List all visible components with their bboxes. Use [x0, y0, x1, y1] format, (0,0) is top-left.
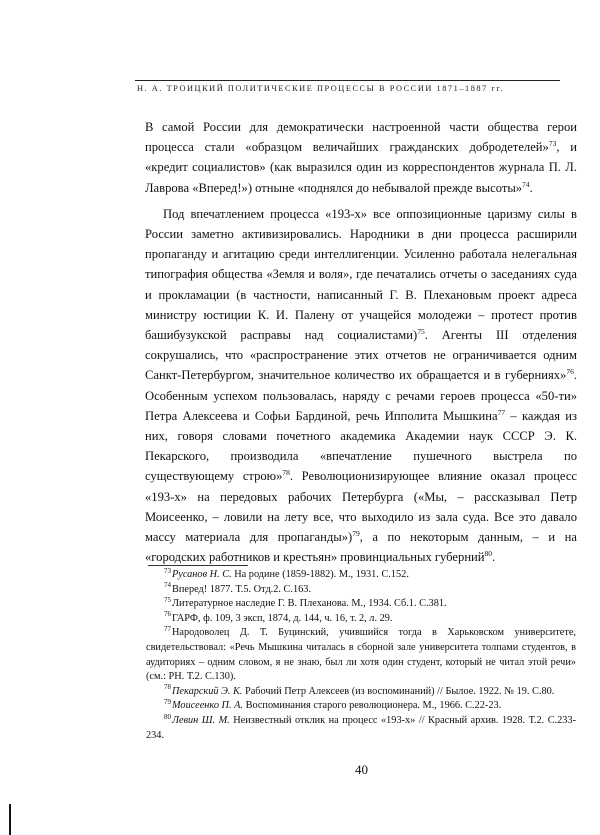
- header-rule: [135, 80, 560, 81]
- author-name: Русанов Н. С.: [172, 569, 232, 580]
- footnote-number: 76: [164, 610, 171, 619]
- footnote: [146, 626, 576, 684]
- text-run: . Агенты III отделения сокрушались, что «распространение этих отчетов не ограничивается одним Санкт-Петербургом, значительное количество их обращается и в губерниях»: [145, 328, 577, 383]
- footnote: [146, 699, 576, 714]
- author-name: Пекарский Э. К.: [172, 685, 243, 697]
- footnote-separator: [148, 565, 248, 566]
- footnote: [146, 714, 576, 743]
- text-run: .: [529, 180, 533, 195]
- footnote-reference: 76: [566, 367, 574, 377]
- text-run: , и «кредит социалистов» (как выразился один из корреспондентов журнала П. Л. Лаврова «Вперед!») отныне «поднялся до небывалой прежде высоты»: [145, 140, 577, 195]
- scan-edge-mark: [9, 804, 11, 835]
- text-run: На родине (1859-1882). М., 1931. С.152.: [231, 569, 409, 580]
- footnote: [146, 583, 576, 598]
- text-run: В самой России для демократически настроенной части общества герои процесса стали «образцом величайших гражданских добродетелей»: [145, 120, 577, 155]
- text-run: Народоволец Д. Т. Буцинский, учившийся тогда в Харьковском университете, свидетельствовал: «Речь Мышкина читалась в сборной зале университета толпами студентов, в аудиториях – одним словом, я не знаю, был ли хотя один студент, который не читал этой речи» (см.: РН. Т.2. С.130).: [146, 627, 576, 683]
- author-name: Левин Ш. М.: [172, 714, 230, 726]
- footnote-reference: 75: [417, 326, 425, 336]
- text-run: Воспоминания старого революционера. М., 1966. С.22-23.: [243, 700, 502, 712]
- text-run: Вперед! 1877. Т.5. Отд.2. С.163.: [172, 583, 312, 595]
- author-name: Моисеенко П. А.: [172, 700, 244, 712]
- page-number: 40: [355, 762, 368, 777]
- footnote-number: 75: [164, 595, 171, 604]
- footnote-reference: 78: [282, 468, 290, 478]
- footnote-reference: 74: [522, 179, 530, 189]
- footnote-number: 77: [164, 624, 171, 633]
- footnote-number: 79: [164, 697, 171, 706]
- footnote-reference: 73: [548, 139, 557, 149]
- footnote: [146, 568, 576, 583]
- text-run: Неизвестный отклик на процесс «193-х» // Красный архив. 1928. Т.2. С.233-234.: [146, 714, 577, 741]
- running-head: Н. А. ТРОИЦКИЙ ПОЛИТИЧЕСКИЕ ПРОЦЕССЫ В РОССИИ 1871–1887 гг.: [137, 84, 505, 93]
- footnote-reference: 79: [352, 528, 360, 538]
- text-run: Литературное наследие Г. В. Плеханова. М., 1934. Сб.1. С.381.: [172, 598, 447, 610]
- text-run: ГАРФ, ф. 109, 3 эксп, 1874, д. 144, ч. 16, т. 2, л. 29.: [172, 612, 393, 624]
- footnote-number: 80: [164, 712, 171, 721]
- footnote: [146, 612, 576, 627]
- footnote-number: 73: [164, 566, 171, 575]
- text-run: , а по некоторым данным, – и на «городских работников и крестьян» провинциальных губерний: [145, 530, 577, 565]
- footnote-number: 74: [164, 581, 171, 590]
- text-run: – каждая из них, говоря словами почетного академика Академии наук СССР Э. К. Пекарского, производила «впечатление пушечного выстрела по существующему строю»: [145, 408, 578, 484]
- paragraph: [145, 204, 577, 568]
- footnote: [146, 685, 576, 700]
- footnote-reference: 77: [497, 407, 506, 417]
- text-run: . Особенным успехом пользовалась, наряду с речами героев процесса «50-ти» Петра Алексеева и Софьи Бардиной, речь Ипполита Мышкина: [145, 368, 577, 423]
- footnote: [146, 597, 576, 612]
- text-run: Под впечатлением процесса «193-х» все оппозиционные царизму силы в России заметно активизировались. Народники в дни процесса расширили пропаганду и агитацию среди интеллигенции. Усиленно работала нелегальная типография общества «Земля и воля», где печатались отчеты о заседаниях суда и прокламации (в частности, написанный Г. В. Плехановым проект адреса министру юстиции К. И. Палену от учащейся молодежи – протест против башибузукской расправы над социалистами): [145, 206, 577, 343]
- footnotes: [146, 568, 576, 743]
- text-run: . Революционизирующее влияние оказал процесс «193-х» на передовых рабочих Петербурга («Мы, – рассказывал Петр Моисеенко, – ловили на лету все, что выходило из зала суда. Все это давало массу материала для пропаганды»): [145, 469, 577, 545]
- text-run: .: [492, 550, 496, 565]
- footnote-number: 78: [164, 683, 171, 692]
- body-text: [145, 117, 577, 567]
- text-run: Рабочий Петр Алексеев (из воспоминаний) // Былое. 1922. № 19. С.80.: [242, 685, 555, 697]
- footnote-reference: 80: [484, 549, 493, 559]
- paragraph: [145, 117, 577, 198]
